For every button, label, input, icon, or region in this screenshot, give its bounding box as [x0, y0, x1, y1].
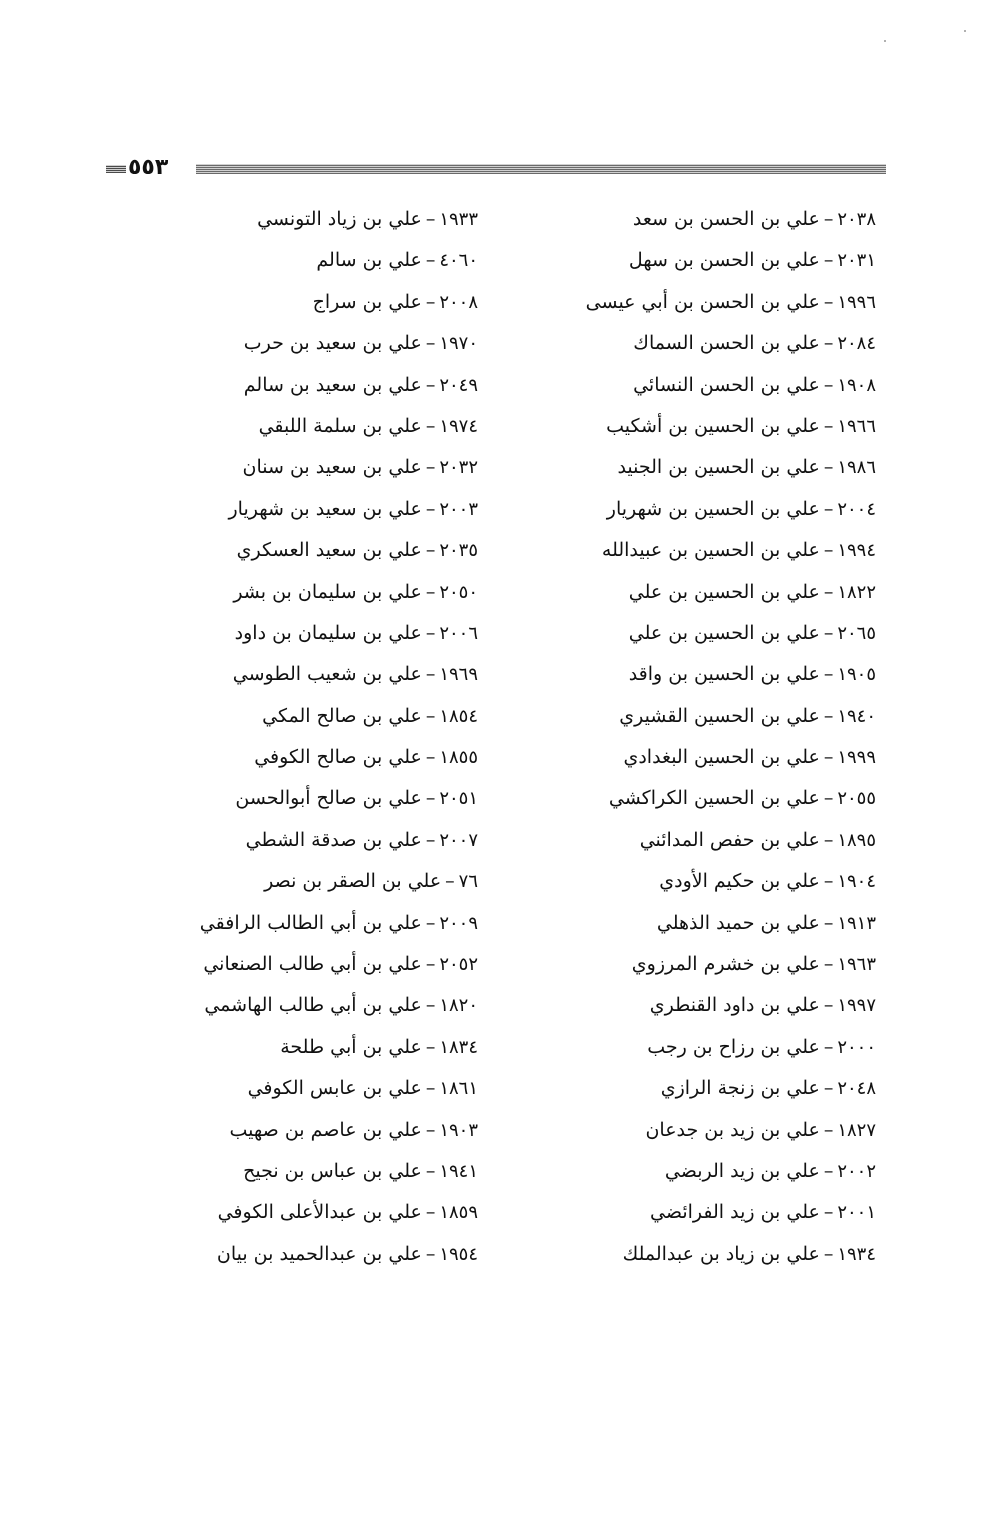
entry-separator: –: [823, 539, 834, 562]
entry-name: علي بن عبدالحميد بن بيان: [216, 1242, 422, 1265]
entry-name: علي بن زياد التونسي: [257, 208, 422, 230]
entry-number: ٢٠٣٥: [439, 540, 478, 562]
entry-number: ١٩٠٤: [837, 871, 876, 893]
entry-separator: –: [823, 704, 834, 727]
index-entry: [516, 696, 876, 737]
entry-name: علي بن أبي طلحة: [280, 1035, 422, 1058]
index-entry: [516, 1027, 876, 1068]
index-entry: [516, 240, 876, 281]
entry-separator: –: [425, 373, 436, 396]
entry-separator: –: [823, 373, 834, 396]
entry-separator: –: [823, 580, 834, 603]
entry-name: علي بن الحسين بن أشكيب: [606, 414, 820, 437]
entry-number: ١٨٥٥: [439, 747, 478, 769]
entry-separator: –: [823, 1201, 834, 1224]
index-entry: [516, 282, 876, 323]
entry-separator: –: [425, 1118, 436, 1141]
entry-number: ١٩٣٣: [439, 209, 478, 230]
entry-name: علي بن سليمان بن بشر: [233, 580, 422, 603]
entry-name: علي بن زياد بن عبدالملك: [622, 1242, 820, 1265]
entry-number: ١٩٦٣: [837, 954, 876, 976]
index-entry: [118, 1068, 478, 1109]
entry-number: ١٩٦٦: [837, 415, 876, 437]
index-entry: [516, 489, 876, 530]
entry-name: علي بن الحسن بن سعد: [632, 208, 820, 230]
entry-separator: –: [823, 911, 834, 934]
entry-number: ٢٠٠٦: [439, 622, 478, 644]
entry-name: علي بن داود القنطري: [649, 994, 820, 1017]
entry-separator: –: [823, 994, 834, 1017]
index-entry: [516, 323, 876, 364]
entry-number: ١٩٥٤: [439, 1243, 478, 1265]
entry-name: علي بن سالم: [316, 249, 422, 272]
entry-number: ١٩٦٩: [439, 664, 478, 686]
entry-name: علي بن الحسين بن عبيدالله: [601, 539, 820, 562]
entry-separator: –: [425, 1242, 436, 1265]
entry-number: ٢٠٠٩: [439, 912, 478, 934]
entry-separator: –: [425, 1035, 436, 1058]
entry-number: ٢٠٠٠: [837, 1036, 876, 1058]
index-entry: [118, 737, 478, 778]
entry-number: ٢٠٥٠: [439, 581, 478, 603]
entry-separator: –: [425, 497, 436, 520]
entry-separator: –: [823, 1242, 834, 1265]
entry-number: ١٩٧٤: [439, 415, 478, 437]
entry-separator: –: [823, 787, 834, 810]
entry-name: علي بن الحسين بن علي: [628, 621, 820, 644]
entry-separator: –: [425, 580, 436, 603]
index-entry: [118, 199, 478, 240]
entry-number: ٢٠٠٧: [439, 829, 478, 851]
index-entry: [118, 820, 478, 861]
index-entry: [118, 654, 478, 695]
entry-separator: –: [823, 1118, 834, 1141]
index-column-left: [118, 199, 478, 1275]
entry-number: ٢٠٥٢: [439, 954, 478, 976]
entry-name: علي بن رزاح بن رجب: [647, 1035, 820, 1058]
index-entry: [118, 447, 478, 488]
page-number: ٥٥٣: [128, 155, 169, 180]
entry-number: ٢٠٠١: [837, 1202, 876, 1224]
index-entry: [118, 903, 478, 944]
entry-name: علي بن الحسن السماك: [633, 332, 820, 355]
entry-name: علي بن سعيد بن سالم: [243, 373, 422, 396]
entry-name: علي بن زيد الربضي: [664, 1159, 820, 1182]
entry-number: ١٨٥٤: [439, 705, 478, 727]
entry-separator: –: [823, 1159, 834, 1182]
entry-number: ٢٠٠٤: [837, 498, 876, 520]
entry-number: ٢٠٣٨: [837, 209, 876, 230]
entry-separator: –: [823, 1077, 834, 1100]
entry-name: علي بن سليمان بن داود: [234, 621, 422, 644]
index-entry: [516, 365, 876, 406]
entry-name: علي بن حكيم الأودي: [659, 870, 820, 893]
entry-number: ١٨٥٩: [439, 1202, 478, 1224]
entry-number: ١٨٢٢: [837, 581, 876, 603]
entry-separator: –: [823, 208, 834, 230]
entry-number: ١٩٩٩: [837, 747, 876, 769]
index-entry: [118, 1151, 478, 1192]
entry-name: علي بن الحسين بن الجنيد: [617, 456, 820, 479]
index-entry: [118, 365, 478, 406]
entry-separator: –: [823, 497, 834, 520]
entry-separator: –: [823, 332, 834, 355]
entry-name: علي بن الحسين القشيري: [619, 704, 820, 727]
index-entry: [516, 737, 876, 778]
entry-name: علي بن عباس بن نجيح: [243, 1159, 422, 1182]
index-entry: [516, 406, 876, 447]
index-entry: [118, 1192, 478, 1233]
entry-number: ٢٠٨٤: [837, 333, 876, 355]
index-entry: [118, 572, 478, 613]
index-entry: [118, 1110, 478, 1151]
entry-name: علي بن سلمة اللبقي: [258, 414, 422, 437]
entry-separator: –: [425, 208, 436, 230]
entry-name: علي بن سعيد بن حرب: [243, 332, 422, 355]
entry-name: علي بن الحسن بن أبي عيسى: [585, 290, 820, 313]
entry-number: ١٨٩٥: [837, 829, 876, 851]
index-column-right: [516, 199, 876, 1275]
entry-separator: –: [823, 953, 834, 976]
index-entry: [516, 861, 876, 902]
index-entry: [516, 572, 876, 613]
index-entry: [118, 1234, 478, 1275]
entry-separator: –: [425, 911, 436, 934]
entry-number: ١٨٦١: [439, 1078, 478, 1100]
entry-separator: –: [823, 456, 834, 479]
entry-name: علي بن سعيد العسكري: [236, 539, 422, 562]
entry-separator: –: [425, 249, 436, 272]
entry-separator: –: [425, 663, 436, 686]
entry-separator: –: [425, 332, 436, 355]
entry-name: علي بن الحسين بن علي: [628, 580, 820, 603]
index-entry: [118, 489, 478, 530]
header-rule: [196, 164, 886, 174]
entry-name: علي بن أبي الطالب الرافقي: [199, 911, 422, 934]
entry-separator: –: [823, 621, 834, 644]
scan-speck: [884, 40, 886, 42]
entry-number: ٢٠٠٨: [439, 291, 478, 313]
entry-number: ١٨٣٤: [439, 1036, 478, 1058]
entry-number: ٢٠٤٩: [439, 374, 478, 396]
entry-separator: –: [425, 414, 436, 437]
entry-separator: –: [425, 1201, 436, 1224]
entry-number: ١٩٨٦: [837, 457, 876, 479]
entry-name: علي بن صدقة الشطي: [245, 828, 422, 851]
entry-name: علي بن أبي طالب الهاشمي: [204, 994, 422, 1017]
index-entry: [516, 1068, 876, 1109]
entry-separator: –: [425, 787, 436, 810]
index-entry: [118, 778, 478, 819]
entry-name: علي بن عاصم بن صهيب: [229, 1118, 422, 1141]
index-entry: [516, 530, 876, 571]
entry-separator: –: [425, 456, 436, 479]
entry-number: ١٩١٣: [837, 912, 876, 934]
entry-name: علي بن الحسن النسائي: [633, 373, 820, 396]
index-entry: [516, 199, 876, 240]
entry-separator: –: [425, 994, 436, 1017]
entry-separator: –: [823, 870, 834, 893]
entry-number: ١٩٩٦: [837, 291, 876, 313]
scan-speck: [964, 30, 966, 32]
entry-separator: –: [823, 414, 834, 437]
entry-name: علي بن أبي طالب الصنعاني: [203, 953, 422, 976]
entry-name: علي بن الحسين بن شهريار: [606, 497, 820, 520]
entry-number: ٤٠٦٠: [439, 250, 478, 272]
entry-name: علي بن خشرم المرزوي: [631, 953, 820, 976]
entry-number: ٢٠٠٢: [837, 1160, 876, 1182]
entry-name: علي بن الحسين البغدادي: [623, 746, 820, 769]
index-entry: [516, 985, 876, 1026]
index-entry: [118, 530, 478, 571]
entry-name: علي بن سعيد بن سنان: [242, 456, 422, 479]
index-entry: [516, 447, 876, 488]
index-entry: [118, 696, 478, 737]
entry-name: علي بن الصقر بن نصر: [264, 870, 442, 893]
entry-number: ١٩٤٠: [837, 705, 876, 727]
entry-number: ١٩٠٨: [837, 374, 876, 396]
index-entry: [118, 240, 478, 281]
entry-number: ٢٠٠٣: [439, 498, 478, 520]
entry-number: ١٩٩٤: [837, 540, 876, 562]
entry-separator: –: [823, 663, 834, 686]
entry-separator: –: [425, 1159, 436, 1182]
entry-name: علي بن الحسن بن سهل: [628, 249, 820, 272]
index-entry: [118, 613, 478, 654]
index-entry: [516, 1110, 876, 1151]
entry-name: علي بن سراج: [312, 290, 422, 313]
entry-separator: –: [823, 828, 834, 851]
page-header: [106, 155, 886, 180]
entry-number: ١٩٩٧: [837, 995, 876, 1017]
entry-separator: –: [425, 704, 436, 727]
entry-number: ٢٠٥٥: [837, 788, 876, 810]
entry-name: علي بن حفص المدائني: [639, 828, 820, 851]
entry-separator: –: [425, 828, 436, 851]
entry-separator: –: [425, 539, 436, 562]
entry-number: ٢٠٣٢: [439, 457, 478, 479]
entry-name: علي بن شعيب الطوسي: [232, 663, 422, 686]
entry-separator: –: [425, 953, 436, 976]
index-entry: [118, 944, 478, 985]
index-entry: [516, 778, 876, 819]
entry-name: علي بن عابس الكوفي: [247, 1077, 422, 1100]
entry-number: ٢٠٣١: [837, 250, 876, 272]
entry-name: علي بن صالح الكوفي: [254, 746, 422, 769]
index-entry: [516, 820, 876, 861]
entry-separator: –: [425, 290, 436, 313]
index-entry: [516, 903, 876, 944]
index-entry: [516, 944, 876, 985]
entry-number: ١٩٠٣: [439, 1119, 478, 1141]
entry-separator: –: [425, 746, 436, 769]
entry-number: ١٩٠٥: [837, 664, 876, 686]
index-entry: [118, 1027, 478, 1068]
entry-name: علي بن الحسين بن واقد: [628, 663, 820, 686]
entry-name: علي بن عبدالأعلى الكوفي: [217, 1201, 422, 1224]
index-entry: [516, 1151, 876, 1192]
entry-name: علي بن زنجة الرازي: [660, 1077, 820, 1100]
entry-separator: –: [823, 1035, 834, 1058]
index-entry: [118, 861, 478, 902]
entry-name: علي بن صالح المكي: [262, 704, 422, 727]
index-entry: [516, 1234, 876, 1275]
entry-number: ١٨٢٠: [439, 995, 478, 1017]
entry-separator: –: [425, 621, 436, 644]
entry-name: علي بن صالح أبوالحسن: [235, 787, 422, 810]
entry-name: علي بن الحسين الكراكشي: [608, 787, 820, 810]
index-entry: [516, 654, 876, 695]
entry-number: ٢٠٤٨: [837, 1078, 876, 1100]
entry-name: علي بن سعيد بن شهريار: [228, 497, 422, 520]
index-entry: [118, 282, 478, 323]
index-entry: [118, 406, 478, 447]
entry-name: علي بن زيد بن جدعان: [645, 1118, 820, 1141]
entry-number: ١٩٧٠: [439, 333, 478, 355]
entry-number: ١٨٢٧: [837, 1119, 876, 1141]
entry-number: ٢٠٥١: [439, 788, 478, 810]
index-entry: [118, 323, 478, 364]
index-entry: [118, 985, 478, 1026]
entry-number: ١٩٣٤: [837, 1243, 876, 1265]
entry-name: علي بن حميد الذهلي: [656, 911, 820, 934]
entry-number: ١٩٤١: [439, 1160, 478, 1182]
header-rule-stub: [106, 165, 126, 173]
entry-separator: –: [445, 870, 455, 893]
entry-separator: –: [823, 746, 834, 769]
index-entry: [516, 1192, 876, 1233]
index-entry: [516, 613, 876, 654]
entry-separator: –: [823, 290, 834, 313]
entry-number: ٢٠٦٥: [837, 622, 876, 644]
entry-number: ٧٦: [458, 871, 478, 893]
entry-separator: –: [823, 249, 834, 272]
entry-name: علي بن زيد الفرائضي: [650, 1201, 820, 1224]
entry-separator: –: [425, 1077, 436, 1100]
